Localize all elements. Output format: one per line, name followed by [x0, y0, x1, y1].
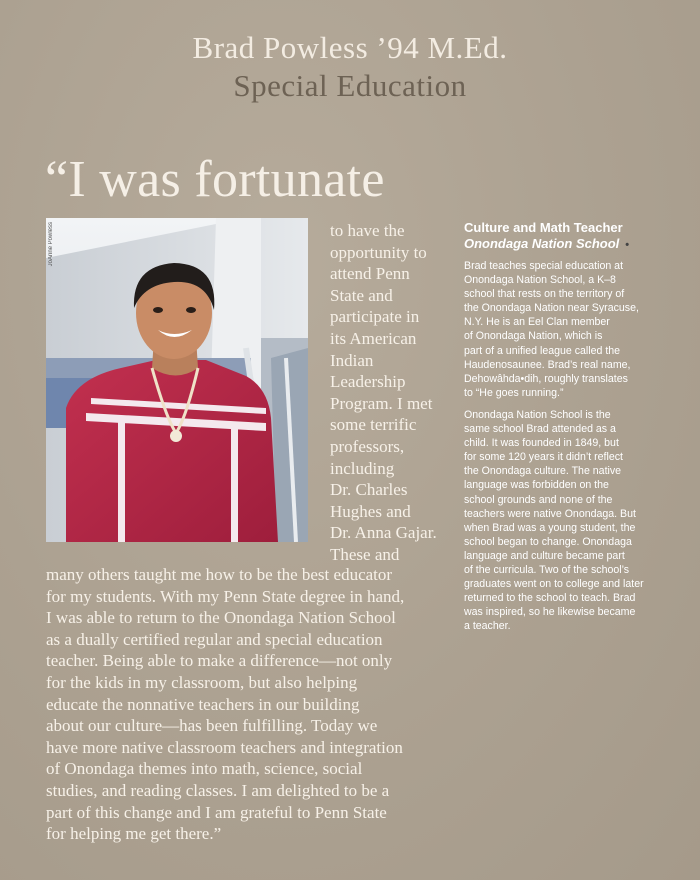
bio-line: graduates went on to college and later — [464, 578, 644, 591]
bio-line: Onondaga Nation School, a K–8 — [464, 274, 616, 287]
bullet-icon: • — [625, 239, 630, 251]
quote-column-text — [330, 220, 448, 566]
article-title-program: Special Education — [233, 68, 467, 103]
quote-line: participate in — [330, 307, 420, 327]
bio-line: Onondaga Nation School is the — [464, 408, 611, 421]
bio-line: part of a unified league called the — [464, 344, 621, 357]
bio-line: the Onondaga culture. The native — [464, 465, 622, 478]
portrait-photo — [46, 218, 308, 542]
quote-line: Dr. Charles — [330, 480, 408, 500]
quote-line: many others taught me how to be the best educator — [46, 565, 393, 584]
quote-line: Program. I met — [330, 393, 433, 413]
bio-line: N.Y. He is an Eel Clan member — [464, 316, 610, 329]
bio-line: Haudenosaunee. Brad’s real name, — [464, 358, 631, 371]
bio-line: Dehowâhda•dih, roughly translates — [464, 372, 628, 385]
sidebar-school-name: Onondaga Nation School — [464, 236, 620, 251]
quote-line: its American — [330, 328, 417, 348]
quote-line: State and — [330, 285, 393, 305]
bio-line: Brad teaches special education at — [464, 260, 624, 272]
bio-line: language and culture became part — [464, 549, 625, 562]
quote-line: attend Penn — [330, 264, 410, 284]
bio-line: language was forbidden on the — [464, 479, 609, 492]
quote-line: These and — [330, 544, 400, 564]
bio-line: school grounds and none of the — [464, 493, 613, 506]
pull-quote-heading: “I was fortunate — [45, 151, 385, 208]
quote-line: about our culture—has been fulfilling. Today we — [46, 716, 378, 736]
quote-line: Leadership — [330, 372, 406, 392]
bio-line: returned to the school to teach. Brad — [464, 592, 636, 605]
sidebar-role: Culture and Math Teacher — [464, 220, 623, 235]
bio-line: child. It was founded in 1849, but — [464, 437, 619, 450]
quote-line: for helping me get there.” — [46, 824, 222, 844]
quote-line: opportunity to — [330, 242, 427, 262]
quote-line: including — [330, 458, 395, 478]
quote-line: Hughes and — [330, 501, 411, 521]
article-title-name: Brad Powless ’94 M.Ed. — [192, 30, 508, 65]
bio-line: the Onondaga Nation near Syracuse, — [464, 302, 639, 315]
quote-line: Indian — [330, 350, 374, 370]
bio-line: same school Brad attended as a — [464, 423, 616, 436]
quote-line: educate the nonnative teachers in our building — [46, 694, 360, 714]
quote-line: for my students. With my Penn State degree in hand, — [46, 586, 405, 606]
bio-line: a teacher. — [464, 620, 511, 633]
quote-line: Dr. Anna Gajar. — [330, 523, 437, 543]
bio-line: was inspired, so he likewise became — [464, 606, 636, 619]
bio-line: of the curricula. Two of the school’s — [464, 563, 630, 576]
sidebar-school — [464, 236, 684, 253]
quote-line: professors, — [330, 436, 405, 456]
quote-line: some terrific — [330, 415, 417, 435]
quote-line: studies, and reading classes. I am delighted to be a — [46, 780, 390, 800]
bio-line: when Brad was a young student, the — [464, 521, 636, 534]
quote-line: I was able to return to the Onondaga Nation School — [46, 608, 396, 628]
quote-line: for the kids in my classroom, but also helping — [46, 672, 358, 692]
bio-line: for some 120 years it didn’t reflect — [464, 451, 623, 464]
quote-line: to have the — [330, 221, 405, 240]
sidebar-profile — [464, 220, 684, 633]
bio-line: teachers were native Onondaga. But — [464, 507, 636, 520]
quote-line: have more native classroom teachers and integration — [46, 737, 403, 757]
quote-wide-text — [46, 564, 456, 845]
quote-line: as a dually certified regular and special education — [46, 629, 383, 649]
bio-line: of Onondaga Nation, which is — [464, 330, 603, 343]
quote-line: of Onondaga themes into math, science, social — [46, 759, 363, 779]
sidebar-bio-paragraph-1 — [464, 259, 684, 400]
sidebar-bio-paragraph-2 — [464, 408, 684, 634]
photo-credit: JoAnne Powless — [48, 222, 54, 267]
quote-line: part of this change and I am grateful to Penn State — [46, 802, 387, 822]
bio-line: school began to change. Onondaga — [464, 535, 632, 548]
bio-line: school that rests on the territory of — [464, 288, 625, 301]
bio-line: to “He goes running.” — [464, 386, 564, 399]
quote-line: teacher. Being able to make a difference—not only — [46, 651, 393, 671]
portrait-illustration — [46, 218, 308, 542]
